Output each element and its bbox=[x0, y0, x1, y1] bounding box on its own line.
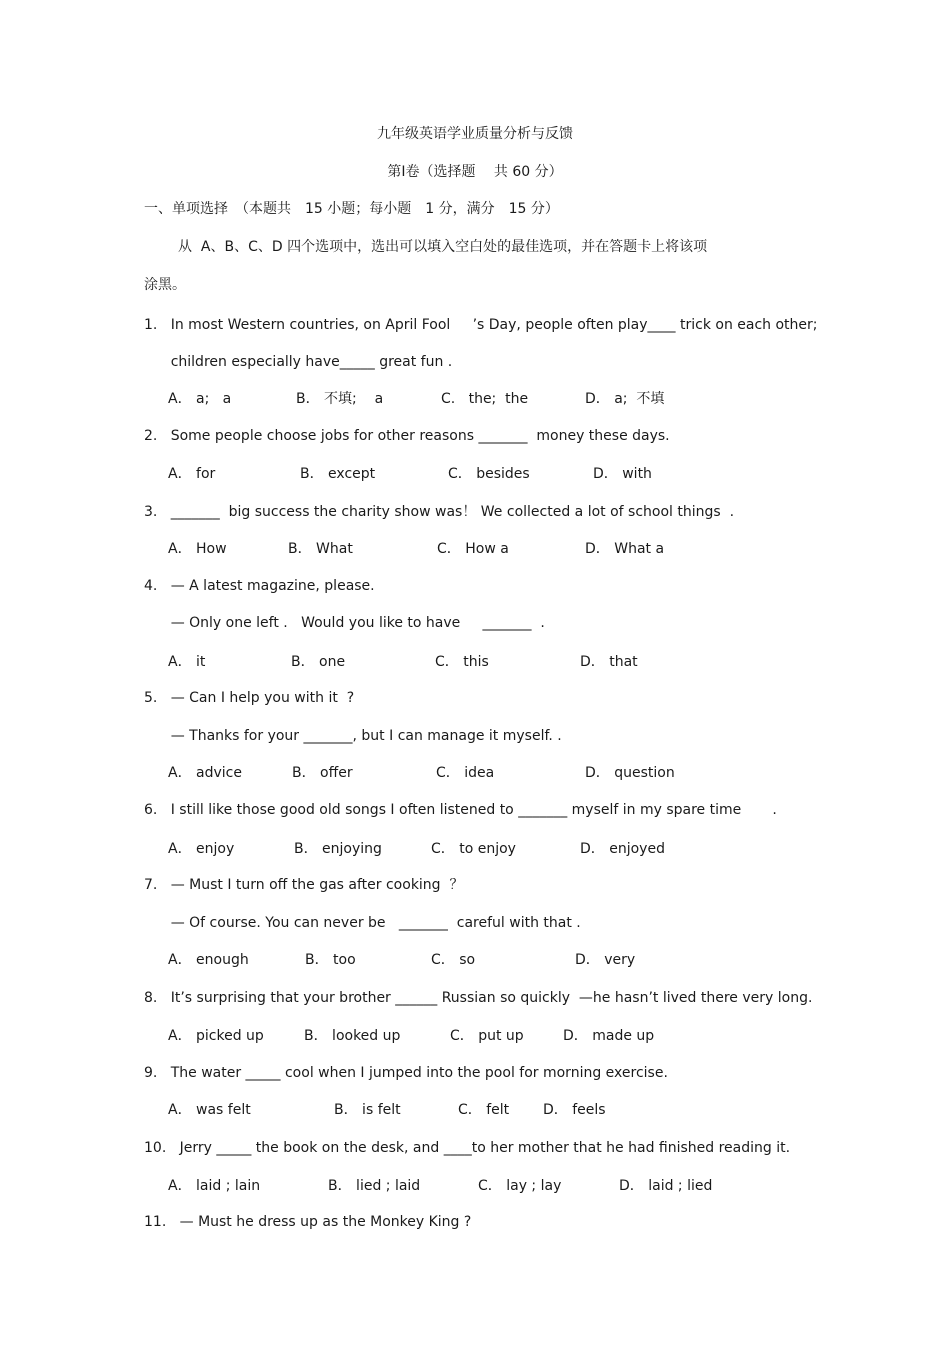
question-9-option-d: D． feels bbox=[543, 1102, 606, 1118]
question-1-line-2: children especially have_____ great fun . bbox=[144, 354, 453, 370]
question-7-line-1: 7. — Must I turn off the gas after cooking ？ bbox=[144, 877, 464, 893]
question-7-option-b: B． too bbox=[305, 952, 356, 968]
question-9-option-a: A． was felt bbox=[168, 1102, 251, 1118]
question-9-option-b: B． is felt bbox=[334, 1102, 401, 1118]
question-10-option-b: B． lied ; laid bbox=[328, 1178, 421, 1194]
question-7-option-a: A． enough bbox=[168, 952, 249, 968]
question-2-option-a: A． for bbox=[168, 466, 216, 482]
page-title: 九年级英语学业质量分析与反馈 bbox=[377, 126, 573, 142]
question-6-option-c: C． to enjoy bbox=[431, 841, 516, 857]
question-3-option-b: B． What bbox=[288, 541, 353, 557]
question-9-option-c: C． felt bbox=[458, 1102, 510, 1118]
question-3-line-1: 3. _______ big success the charity show was！ We collected a lot of school things . bbox=[144, 504, 735, 520]
question-6-option-d: D． enjoyed bbox=[580, 841, 665, 857]
question-11-line-1: 11. — Must he dress up as the Monkey King ? bbox=[144, 1214, 472, 1230]
question-9-line-1: 9. The water _____ cool when I jumped into the pool for morning exercise. bbox=[144, 1065, 668, 1081]
instruction-line-2: 涂黑。 bbox=[144, 277, 186, 293]
question-10-line-1: 10. Jerry _____ the book on the desk, and ____to her mother that he had finished reading it. bbox=[144, 1140, 791, 1156]
question-4-line-2: — Only one left . Would you like to have _______ . bbox=[144, 615, 545, 631]
question-5-option-c: C． idea bbox=[436, 765, 495, 781]
question-4-option-a: A． it bbox=[168, 654, 206, 670]
question-1-option-d: D． a; 不填 bbox=[585, 391, 665, 407]
question-8-option-c: C． put up bbox=[450, 1028, 524, 1044]
question-3-option-d: D． What a bbox=[585, 541, 665, 557]
instruction-line-1: 从 A、B、C、D 四个选项中，选出可以填入空白处的最佳选项，并在答题卡上将该项 bbox=[178, 239, 708, 255]
question-2-option-d: D． with bbox=[593, 466, 652, 482]
question-5-line-2: — Thanks for your _______, but I can manage it myself. . bbox=[144, 728, 562, 744]
question-10-option-d: D． laid ; lied bbox=[619, 1178, 713, 1194]
question-4-option-c: C． this bbox=[435, 654, 489, 670]
question-10-option-a: A． laid ; lain bbox=[168, 1178, 261, 1194]
question-7-option-c: C． so bbox=[431, 952, 476, 968]
question-8-option-d: D． made up bbox=[563, 1028, 655, 1044]
section-heading: 一、单项选择 （本题共 15 小题；每小题 1 分，满分 15 分） bbox=[144, 201, 559, 217]
question-1-option-b: B． 不填; a bbox=[296, 391, 384, 407]
question-2-option-c: C． besides bbox=[448, 466, 530, 482]
question-3-option-a: A． How bbox=[168, 541, 227, 557]
question-4-option-d: D． that bbox=[580, 654, 638, 670]
question-6-option-a: A． enjoy bbox=[168, 841, 235, 857]
paper-subtitle: 第Ⅰ卷（选择题 共 60 分） bbox=[387, 164, 563, 180]
question-5-option-d: D． question bbox=[585, 765, 675, 781]
question-6-option-b: B． enjoying bbox=[294, 841, 382, 857]
question-5-option-a: A． advice bbox=[168, 765, 242, 781]
question-7-line-2: — Of course. You can never be _______ careful with that . bbox=[144, 915, 581, 931]
question-10-option-c: C． lay ; lay bbox=[478, 1178, 562, 1194]
question-5-option-b: B． offer bbox=[292, 765, 353, 781]
question-5-line-1: 5. — Can I help you with it ? bbox=[144, 690, 355, 706]
question-1-option-a: A． a; a bbox=[168, 391, 232, 407]
question-1-line-1: 1. In most Western countries, on April Fool ’s Day, people often play____ trick on each other; bbox=[144, 317, 818, 333]
question-4-line-1: 4. — A latest magazine, please. bbox=[144, 578, 375, 594]
question-3-option-c: C． How a bbox=[437, 541, 509, 557]
question-1-option-c: C. the; the bbox=[441, 391, 529, 407]
question-7-option-d: D． very bbox=[575, 952, 636, 968]
question-8-option-b: B． looked up bbox=[304, 1028, 401, 1044]
question-2-option-b: B． except bbox=[300, 466, 376, 482]
question-4-option-b: B． one bbox=[291, 654, 346, 670]
question-8-line-1: 8. It’s surprising that your brother ______ Russian so quickly —he hasn’t lived there very long. bbox=[144, 990, 813, 1006]
question-8-option-a: A． picked up bbox=[168, 1028, 264, 1044]
question-2-line-1: 2. Some people choose jobs for other reasons _______ money these days. bbox=[144, 428, 670, 444]
question-6-line-1: 6. I still like those good old songs I often listened to _______ myself in my spare time . bbox=[144, 802, 777, 818]
